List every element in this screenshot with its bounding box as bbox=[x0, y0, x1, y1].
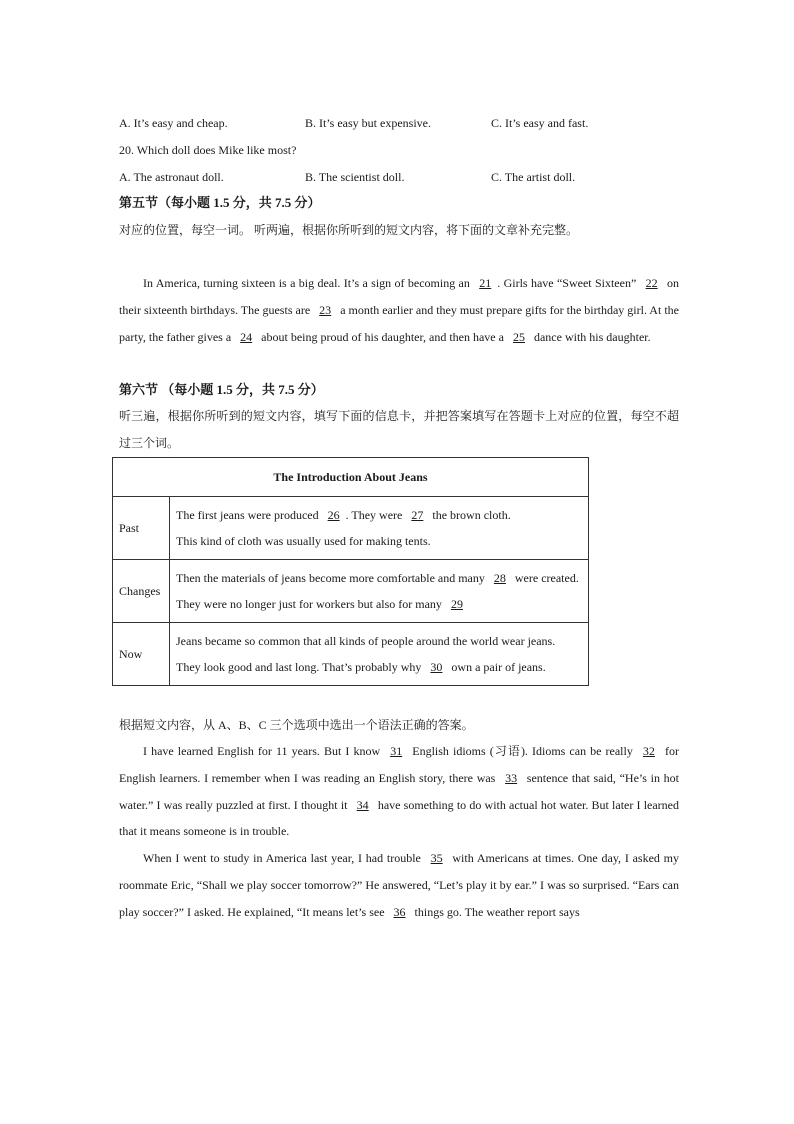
blank-32[interactable]: 32 bbox=[642, 744, 655, 758]
section6-instruction: 听三遍，根据你所听到的短文内容，填写下面的信息卡，并把答案填写在答题卡上对应的位置，每空不超过三个词。 bbox=[119, 409, 679, 450]
section5-instruction: 对应的位置，每空一词。 听两遍，根据你所听到的短文内容，将下面的文章补充完整。 bbox=[119, 223, 579, 237]
blank-21[interactable]: 21 bbox=[479, 276, 492, 290]
blank-28[interactable]: 28 bbox=[493, 570, 506, 585]
blank-34[interactable]: 34 bbox=[356, 797, 369, 812]
q19-option-c: C. It’s easy and fast. bbox=[491, 116, 589, 130]
blank-22[interactable]: 22 bbox=[645, 276, 658, 290]
table-row-changes bbox=[113, 560, 589, 623]
blank-23[interactable]: 23 bbox=[319, 302, 332, 317]
q19-option-a: A. It’s easy and cheap. bbox=[119, 116, 228, 130]
table-title: The Introduction About Jeans bbox=[113, 458, 589, 497]
jeans-info-table bbox=[112, 457, 589, 686]
grammar-instruction: 根据短文内容，从 A、B、C 三个选项中选出一个语法正确的答案。 bbox=[119, 718, 474, 732]
section6-heading: 第六节 （每小题 1.5 分，共 7.5 分） bbox=[119, 382, 324, 397]
blank-27[interactable]: 27 bbox=[411, 507, 424, 522]
row-content-changes: Then the materials of jeans become more comfortable and many 28 were created. They were no longer just for workers but also for many 29 bbox=[170, 560, 589, 623]
grammar-paragraph-2: When I went to study in America last year, I had trouble 35 with Americans at times. One day, I asked my roommate Eric, “Shall we play soccer tomorrow?” He answered, “Let’s play it by ear.” I was so surprised. “Ears can play soccer?” I asked. He explained, “It means let’s see 36 things go. The weather report says bbox=[119, 851, 680, 919]
blank-26[interactable]: 26 bbox=[327, 507, 340, 522]
blank-25[interactable]: 25 bbox=[512, 329, 525, 344]
blank-35[interactable]: 35 bbox=[430, 851, 443, 865]
blank-30[interactable]: 30 bbox=[430, 660, 443, 674]
blank-24[interactable]: 24 bbox=[240, 329, 253, 344]
row-label-now: Now bbox=[113, 623, 170, 686]
blank-36[interactable]: 36 bbox=[393, 904, 406, 919]
q20-question: 20. Which doll does Mike like most? bbox=[119, 143, 297, 157]
row-content-now: Jeans became so common that all kinds of people around the world wear jeans. They look good and last long. That’s probably why 30 own a pair of jeans. bbox=[170, 623, 589, 686]
q20-option-a: A. The astronaut doll. bbox=[119, 170, 224, 184]
table-row-past bbox=[113, 497, 589, 560]
row-label-past: Past bbox=[113, 497, 170, 560]
grammar-paragraph-1: I have learned English for 11 years. But I know 31 English idioms (习语). Idioms can be really 32 for English learners. I remember when I was reading an English story, there was 33 sentence that said, “He’s in hot water.” I was really puzzled at first. I thought it 34 have something to do with actual hot water. But later I learned that it means someone is in trouble. bbox=[119, 744, 680, 839]
q20-option-b: B. The scientist doll. bbox=[305, 170, 405, 184]
blank-29[interactable]: 29 bbox=[450, 597, 463, 611]
table-row-now bbox=[113, 623, 589, 686]
row-label-changes: Changes bbox=[113, 560, 170, 623]
blank-33[interactable]: 33 bbox=[505, 770, 518, 785]
q20-option-c: C. The artist doll. bbox=[491, 170, 576, 184]
row-content-past: The first jeans were produced 26 . They were 27 the brown cloth. This kind of cloth was usually used for making tents. bbox=[170, 497, 589, 560]
blank-31[interactable]: 31 bbox=[390, 744, 403, 758]
section5-passage: In America, turning sixteen is a big deal. It’s a sign of becoming an 21 . Girls have “Sweet Sixteen” 22 on their sixteenth birthdays. The guests are 23 a month earlier and they must prepare gifts for the birthday girl. At the party, the father gives a 24 about being proud of his daughter, and then have a 25 dance with his daughter. bbox=[119, 276, 679, 344]
q19-option-b: B. It’s easy but expensive. bbox=[305, 116, 431, 130]
section5-heading: 第五节（每小题 1.5 分，共 7.5 分） bbox=[119, 195, 321, 210]
